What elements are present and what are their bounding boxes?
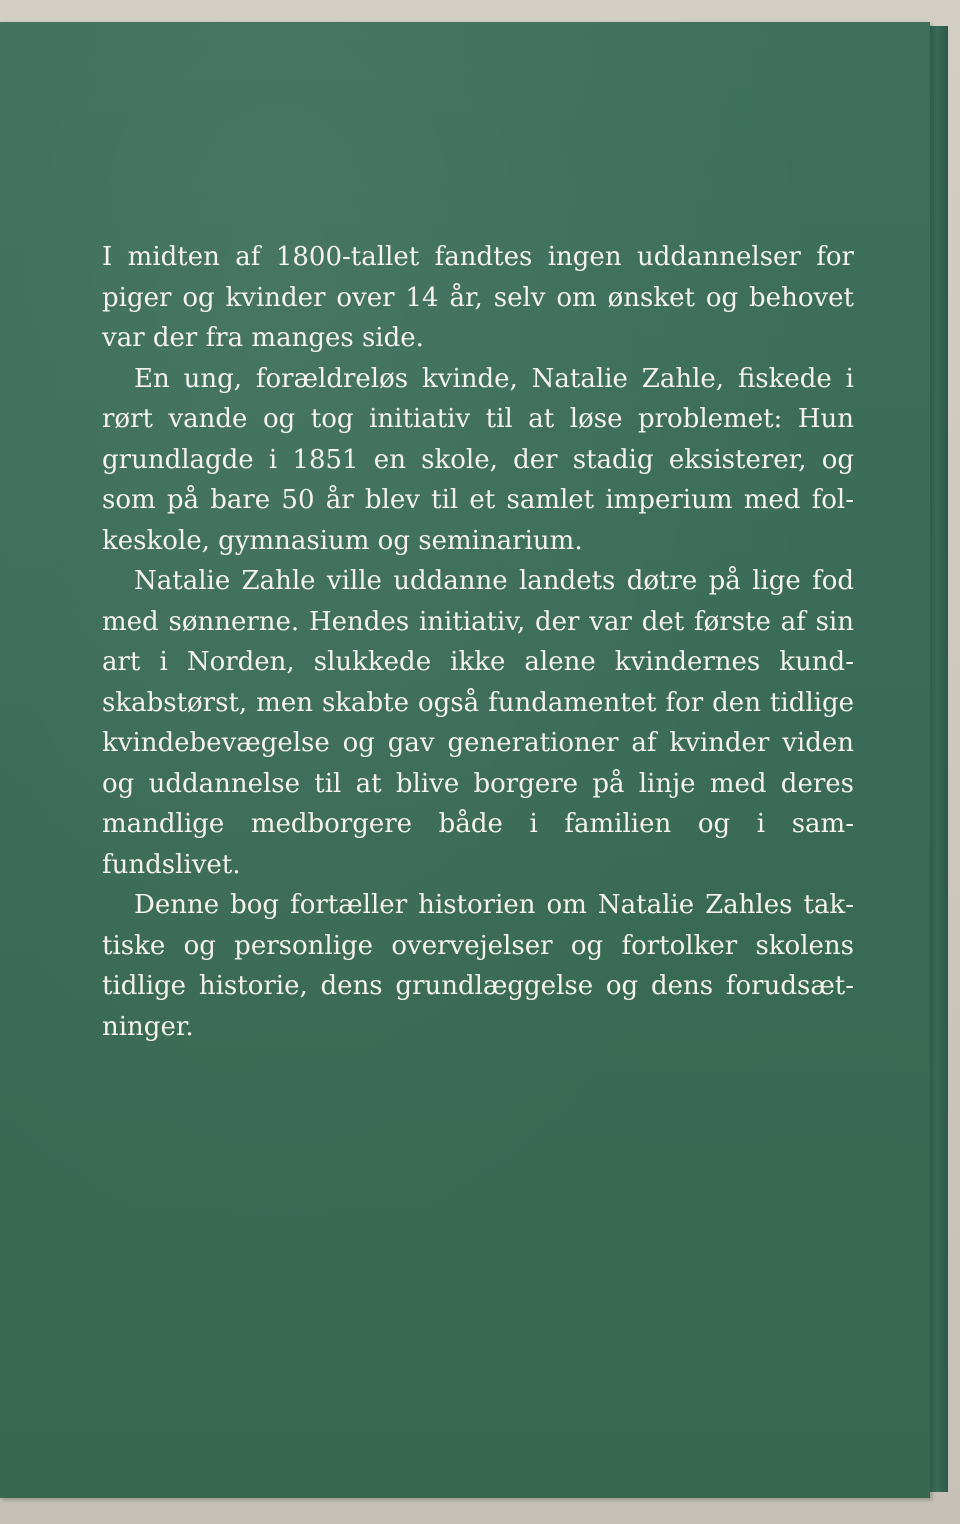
book-spine-edge [930, 26, 948, 1492]
blurb-text [102, 237, 854, 1047]
blurb-paragraph-1: I midten af 1800-tallet fandtes ingen uddannelser for piger og kvinder over 14 år, selv om ønsket og behovet var der fra manges side. [102, 242, 854, 353]
blurb-paragraph-4: Denne bog fortæller historien om Natalie Zahles taktiske og personlige overvejelser og fortolker skolens tidlige historie, dens grundlæggelse og dens forudsætninger. [102, 890, 854, 1042]
book-back-cover [0, 22, 930, 1498]
blurb-paragraph-3: Natalie Zahle ville uddanne landets døtre på lige fod med sønnerne. Hendes initiativ, der var det første af sin art i Norden, slukkede ikke alene kvindernes kundskabstørst, men skabte også fundamentet for den tidlige kvindebevægelse og gav generationer af kvinder viden og uddannelse til at blive borgere på linje med deres mandlige medborgere både i familien og i samfundslivet. [102, 566, 854, 880]
blurb-paragraph-2: En ung, forældreløs kvinde, Natalie Zahle, fiskede i rørt vande og tog initiativ til at løse problemet: Hun grundlagde i 1851 en skole, der stadig eksisterer, og som på bare 50 år blev til et samlet imperium med folkeskole, gymnasium og seminarium. [102, 363, 854, 556]
